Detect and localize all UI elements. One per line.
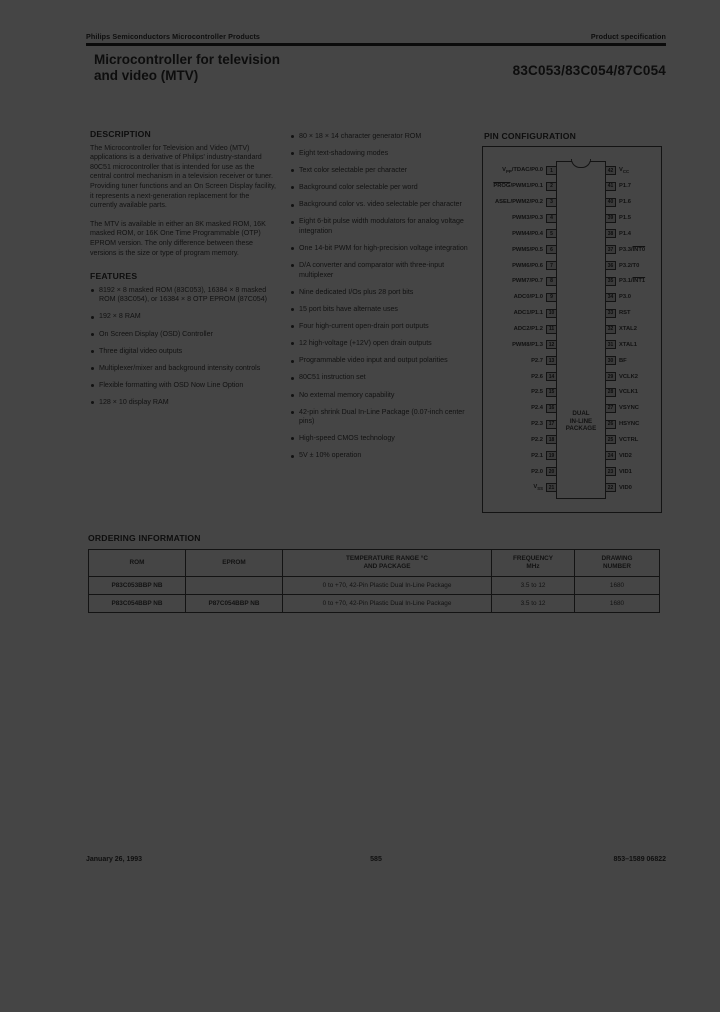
pin-number: 22 [605, 483, 616, 492]
features-heading: FEATURES [90, 271, 138, 282]
column-header-frequency-line-2: MHz [526, 563, 540, 570]
pin-label: PWM5/P0.5 [512, 246, 543, 253]
pin-number: 13 [546, 356, 557, 365]
pin-row-right-23 [605, 466, 665, 477]
pin-number: 27 [605, 404, 616, 413]
pin-row-right-27 [605, 403, 665, 414]
pin-number: 21 [546, 483, 557, 492]
pin-row-left-12 [487, 339, 557, 350]
pin-number: 40 [605, 198, 616, 207]
pin-label: P2.1 [531, 452, 543, 459]
pin-row-left-14 [487, 371, 557, 382]
pin-row-left-21 [487, 482, 557, 493]
package-label [556, 410, 606, 433]
pin-number: 36 [605, 261, 616, 270]
pin-number: 10 [546, 309, 557, 318]
pin-row-right-29 [605, 371, 665, 382]
pin-number: 15 [546, 388, 557, 397]
table-header-row [89, 550, 660, 577]
list-item: 12 high-voltage (+12V) open drain outputs [290, 339, 476, 349]
pin-row-right-41 [605, 181, 665, 192]
pin-row-right-31 [605, 339, 665, 350]
pin-number: 26 [605, 420, 616, 429]
pin-label: $V_{CC}$ [619, 166, 630, 175]
pin-label: VID1 [619, 468, 632, 475]
ordering-information-heading: ORDERING INFORMATION [88, 533, 201, 543]
pin-label: P2.7 [531, 357, 543, 364]
pin-label: PROG/PWM1/P0.1 [493, 183, 543, 190]
cell-frequency: 3.5 to 12 [492, 595, 575, 613]
pin-row-right-28 [605, 387, 665, 398]
list-item: Nine dedicated I/Os plus 28 port bits [290, 288, 476, 298]
pin-label: XTAL1 [619, 341, 637, 348]
title-line-1: Microcontroller for television [94, 52, 281, 67]
package-notch-mask [572, 157, 590, 161]
pin-row-right-24 [605, 450, 665, 461]
list-item: Text color selectable per character [290, 166, 476, 176]
pin-number: 34 [605, 293, 616, 302]
pin-number: 4 [546, 214, 557, 223]
pin-label: P2.4 [531, 405, 543, 412]
pin-row-right-35 [605, 276, 665, 287]
pin-row-right-26 [605, 419, 665, 430]
cell-eprom [186, 577, 283, 595]
pin-number: 8 [546, 277, 557, 286]
package-label-line-3: PACKAGE [565, 425, 597, 433]
pin-number: 35 [605, 277, 616, 286]
column-header-drawing-line-2: NUMBER [602, 563, 632, 570]
pin-label: P2.0 [531, 468, 543, 475]
title-line-2: and video (MTV) [94, 67, 199, 83]
pin-label: P1.7 [619, 183, 631, 190]
pin-label: ASEL/PWM2/P0.2 [495, 199, 543, 206]
pin-label: ADC2/P1.2 [513, 326, 543, 332]
pin-number: 39 [605, 214, 616, 223]
list-item: Four high-current open-drain port outputs [290, 322, 476, 332]
pin-number: 18 [546, 435, 557, 444]
pin-label: RST [619, 310, 631, 317]
footer-date: January 26, 1993 [86, 856, 143, 863]
pin-row-left-4 [487, 213, 557, 224]
list-item: Multiplexer/mixer and background intensity controls [90, 364, 276, 374]
list-item: High-speed CMOS technology [290, 434, 476, 444]
list-item: 80 × 18 × 14 character generator ROM [290, 132, 476, 142]
pin-label: VCLK2 [619, 373, 639, 380]
list-item: 192 × 8 RAM [90, 312, 276, 322]
pin-row-left-6 [487, 244, 557, 255]
pin-number: 38 [605, 229, 616, 238]
description-paragraph-1: The Microcontroller for Television and Video (MTV) applications is a derivative of Philips' industry-standard 80C51 microcontroller that is intended for use as the central control mechanism in a television receiver or tuner. Providing tuner functions and an On Screen Display facility, it represents a next-generation replacement for the currently available parts. [90, 143, 276, 210]
list-item: Eight 6-bit pulse width modulators for analog voltage integration [290, 217, 476, 236]
page-footer [86, 856, 666, 863]
column-header-drawing-line-1: DRAWING [601, 555, 633, 562]
list-item: 5V ± 10% operation [290, 451, 476, 461]
pin-row-right-33 [605, 308, 665, 319]
pin-label: PWM4/P0.4 [512, 230, 543, 237]
pin-row-right-40 [605, 197, 665, 208]
description-heading: DESCRIPTION [90, 129, 151, 139]
cell-frequency: 3.5 to 12 [492, 577, 575, 595]
footer-document-number: 853–1589 06822 [613, 856, 666, 863]
pin-row-right-36 [605, 260, 665, 271]
pin-number: 14 [546, 372, 557, 381]
pin-row-right-32 [605, 324, 665, 335]
pin-label: P3.2/T0 [619, 262, 640, 269]
pin-configuration-heading: PIN CONFIGURATION [484, 131, 577, 141]
pin-row-left-15 [487, 387, 557, 398]
pin-label: P3.0 [619, 294, 631, 301]
list-item: 80C51 instruction set [290, 373, 476, 383]
pin-row-left-18 [487, 434, 557, 445]
pin-row-right-34 [605, 292, 665, 303]
pin-label: VID2 [619, 452, 632, 459]
column-header-drawing [575, 550, 660, 577]
pin-label: P1.5 [619, 215, 631, 222]
pin-number: 25 [605, 435, 616, 444]
pin-row-left-11 [487, 324, 557, 335]
pin-label: P2.5 [531, 389, 543, 396]
pin-number: 31 [605, 340, 616, 349]
pin-row-right-25 [605, 434, 665, 445]
pin-number: 5 [546, 229, 557, 238]
list-item: No external memory capability [290, 391, 476, 401]
pin-row-right-38 [605, 228, 665, 239]
pin-number: 23 [605, 467, 616, 476]
pin-label: ADC0/P1.0 [513, 294, 543, 301]
pin-number: 7 [546, 261, 557, 270]
cell-drawing: 1680 [575, 595, 660, 613]
cell-temperature: 0 to +70, 42-Pin Plastic Dual In-Line Package [283, 577, 492, 595]
footer-page-number: 585 [370, 856, 382, 863]
pin-number: 9 [546, 293, 557, 302]
pin-number: 42 [605, 166, 616, 175]
pin-label: BF [619, 357, 627, 364]
pin-label: P3.3/INT0 [619, 246, 646, 253]
pin-number: 37 [605, 245, 616, 254]
pin-label: VSYNC [619, 405, 639, 412]
pin-number: 17 [546, 420, 557, 429]
pin-label: VCLK1 [619, 389, 639, 396]
page-header [86, 32, 666, 41]
column-header-frequency-line-1: FREQUENCY [512, 555, 554, 562]
pin-label: HSYNC [619, 421, 640, 428]
pin-row-left-8 [487, 276, 557, 287]
list-item: Eight text-shadowing modes [290, 149, 476, 159]
pin-label: PWM3/P0.3 [512, 215, 543, 222]
pin-number: 32 [605, 325, 616, 334]
pin-row-left-9 [487, 292, 557, 303]
pin-number: 28 [605, 388, 616, 397]
column-header-rom: ROM [89, 550, 186, 577]
left-column [90, 130, 276, 415]
package-label-line-2: IN-LINE [569, 417, 593, 425]
list-item: Background color selectable per word [290, 183, 476, 193]
pin-label: XTAL2 [619, 326, 637, 332]
header-left-text: Philips Semiconductors Microcontroller Products [86, 32, 261, 41]
pin-row-right-42 [605, 165, 665, 176]
cell-rom: P83C054BBP NB [89, 595, 186, 613]
part-number-heading: 83C053/83C054/87C054 [512, 63, 666, 78]
pin-number: 3 [546, 198, 557, 207]
pin-number: 16 [546, 404, 557, 413]
list-item: Flexible formatting with OSD Now Line Option [90, 381, 276, 391]
pin-label: PWM6/P0.6 [512, 262, 543, 269]
column-header-temperature-line-1: TEMPERATURE RANGE °C [346, 555, 428, 562]
pin-number: 30 [605, 356, 616, 365]
pin-row-right-30 [605, 355, 665, 366]
pin-number: 11 [546, 325, 557, 334]
pin-row-right-22 [605, 482, 665, 493]
list-item: Programmable video input and output polarities [290, 356, 476, 366]
table-row [89, 595, 660, 613]
pin-label: PWM8/P1.3 [512, 341, 543, 348]
pin-number: 2 [546, 182, 557, 191]
pin-label: $V_{PP}/TDAC/P0.0$ [502, 166, 543, 175]
cell-temperature: 0 to +70, 42-Pin Plastic Dual In-Line Package [283, 595, 492, 613]
pin-number: 24 [605, 451, 616, 460]
pin-label: ADC1/P1.1 [513, 310, 543, 317]
list-item: 128 × 10 display RAM [90, 398, 276, 408]
pin-row-left-20 [487, 466, 557, 477]
pin-row-left-19 [487, 450, 557, 461]
pin-row-left-7 [487, 260, 557, 271]
features-list-continued [290, 132, 476, 461]
list-item: Three digital video outputs [90, 347, 276, 357]
list-item: 8192 × 8 masked ROM (83C053), 16384 × 8 masked ROM (83C054), or 16384 × 8 OTP EPROM (87C054) [90, 286, 276, 305]
pin-label: P1.6 [619, 199, 631, 206]
pin-row-right-37 [605, 244, 665, 255]
cell-eprom: P87C054BBP NB [186, 595, 283, 613]
pin-label: VCTRL [619, 436, 639, 443]
pin-number: 20 [546, 467, 557, 476]
pin-row-left-2 [487, 181, 557, 192]
pin-row-left-10 [487, 308, 557, 319]
pin-label: P2.3 [531, 421, 543, 428]
pin-row-left-3 [487, 197, 557, 208]
list-item: One 14-bit PWM for high-precision voltage integration [290, 244, 476, 254]
header-right-text: Product specification [590, 32, 666, 41]
pin-number: 41 [605, 182, 616, 191]
list-item: D/A converter and comparator with three-input multiplexer [290, 261, 476, 280]
package-label-line-1: DUAL [572, 410, 590, 417]
cell-rom: P83C053BBP NB [89, 577, 186, 595]
description-paragraph-2: The MTV is available in either an 8K masked ROM, 16K masked ROM, or 16K One Time Programmable (OTP) EPROM version. The only difference between these versions is the size or type of program memory. [90, 219, 266, 257]
pin-number: 12 [546, 340, 557, 349]
dip-package-body [556, 161, 606, 499]
page-title [94, 52, 424, 83]
list-item: 42-pin shrink Dual In-Line Package (0.07-inch center pins) [290, 408, 476, 427]
pin-number: 6 [546, 245, 557, 254]
pin-number: 19 [546, 451, 557, 460]
pin-row-left-17 [487, 419, 557, 430]
pin-label: VID0 [619, 484, 632, 491]
pin-number: 1 [546, 166, 557, 175]
header-rule [86, 43, 666, 46]
pin-number: 33 [605, 309, 616, 318]
pin-label: P3.1/INT1 [619, 278, 646, 285]
pin-row-left-13 [487, 355, 557, 366]
pin-label: P2.2 [531, 436, 543, 443]
column-header-frequency [492, 550, 575, 577]
pin-row-right-39 [605, 213, 665, 224]
list-item: Background color vs. video selectable per character [290, 200, 476, 210]
column-header-temperature [283, 550, 492, 577]
ordering-information-table [88, 549, 660, 613]
pin-row-left-1 [487, 165, 557, 176]
pin-label: PWM7/P0.7 [512, 278, 543, 285]
list-item: On Screen Display (OSD) Controller [90, 330, 276, 340]
middle-column [290, 132, 476, 468]
cell-drawing: 1680 [575, 577, 660, 595]
features-list [90, 286, 276, 408]
table-row [89, 577, 660, 595]
column-header-eprom: EPROM [186, 550, 283, 577]
pin-number: 29 [605, 372, 616, 381]
pin-row-left-5 [487, 228, 557, 239]
pin-label: P1.4 [619, 230, 631, 237]
pin-label: $V_{SS}$ [533, 483, 543, 492]
column-header-temperature-line-2: AND PACKAGE [363, 563, 411, 570]
list-item: 15 port bits have alternate uses [290, 305, 476, 315]
pin-row-left-16 [487, 403, 557, 414]
pin-label: P2.6 [531, 373, 543, 380]
